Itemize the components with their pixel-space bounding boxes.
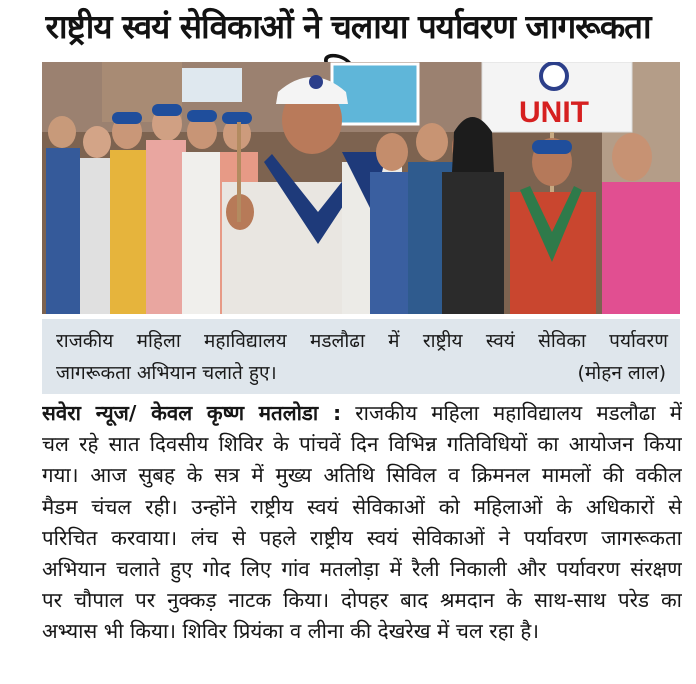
article-line: गया। आज सुबह के सत्र में मुख्य अतिथि सिविल व क्रिमनल मामलों की वकील — [42, 463, 682, 488]
article-line: पर चौपाल पर नुक्कड़ नाटक किया। दोपहर बाद श्रमदान के साथ-साथ परेड का — [42, 588, 682, 613]
article-line: अभ्यास भी किया। शिविर प्रियंका व लीना की देखरेख में चल रहा है। — [42, 619, 540, 644]
article-line: परिचित करवाया। लंच से पहले राष्ट्रीय स्वयं सेविकाओं ने पर्यावरण जागरूकता — [42, 525, 682, 550]
headline: राष्ट्रीय स्वयं सेविकाओं ने चलाया पर्यावरण जागरूकता — [45, 7, 651, 46]
article-line — [42, 398, 682, 429]
article-line: मैडम चंचल रही। उन्होंने राष्ट्रीय स्वयं सेविकाओं को महिलाओं के अधिकारों से — [42, 494, 682, 519]
rally-photo-illustration — [42, 62, 680, 314]
article-body — [42, 398, 682, 648]
news-photo — [42, 62, 680, 314]
caption-line-1: राजकीय महिला महाविद्यालय मडलौढा में राष्ट्रीय स्वयं सेविका पर्यावरण — [56, 330, 668, 352]
banner-text: UNIT — [519, 96, 589, 129]
article-line-text: राजकीय महिला महाविद्यालय मडलौढा में — [355, 401, 682, 425]
article-line: चल रहे सात दिवसीय शिविर के पांचवें दिन विभिन्न गतिविधियों का आयोजन किया — [42, 432, 682, 457]
caption-line-2: जागरूकता अभियान चलाते हुए। — [56, 362, 277, 384]
photo-credit: (मोहन लाल) — [577, 362, 666, 384]
photo-caption — [42, 319, 680, 394]
byline: सवेरा न्यूज/ केवल कृष्ण मतलोडा : — [42, 401, 342, 425]
article-line: अभियान चलाते हुए गोद लिए गांव मतलोड़ा में रैली निकाली और पर्यावरण संरक्षण — [42, 557, 682, 582]
